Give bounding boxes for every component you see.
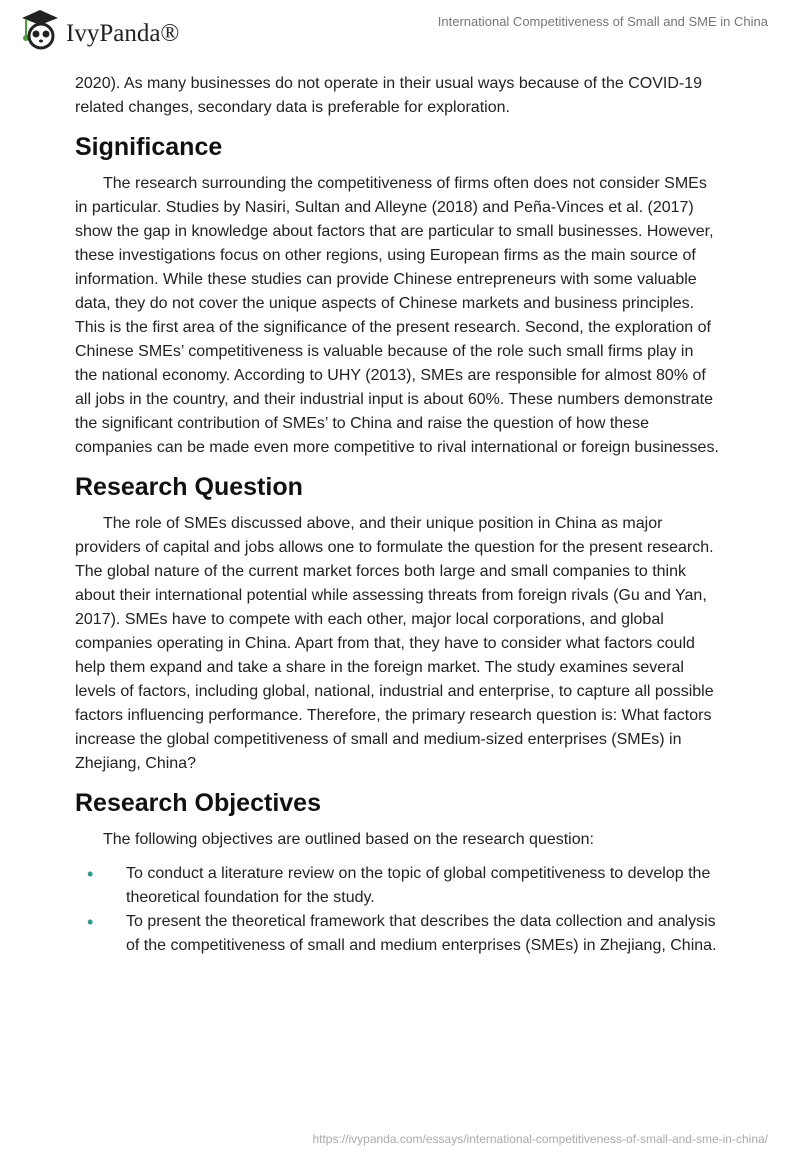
list-item-text: To present the theoretical framework that describes the data collection and analysis of the competitiveness of small and medium enterprises (SMEs) in Zhejiang, China. — [126, 913, 717, 954]
list-item-text: To conduct a literature review on the topic of global competitiveness to develop the theoretical foundation for the study. — [126, 865, 711, 906]
heading-significance: Significance — [75, 133, 223, 161]
bullet-icon: • — [87, 912, 94, 932]
source-url[interactable]: https://ivypanda.com/essays/international-competitiveness-of-small-and-sme-in-china/ — [312, 1132, 768, 1146]
significance-paragraph: The research surrounding the competitiveness of firms often does not consider SMEs in particular. Studies by Nasiri, Sultan and Alleyne (2018) and Peña-Vinces et al. (2017) show the gap in knowledge about factors that are particular to small businesses. However, these investigations focus on other regions, using European firms as the main source of information. While these studies can provide Chinese entrepreneurs with some valuable data, they do not cover the unique aspects of Chinese markets and business principles. This is the first area of the significance of the present research. Second, the exploration of Chinese SMEs’ competitiveness is valuable because of the role such small firms play in the national economy. According to UHY (2013), SMEs are responsible for almost 80% of all jobs in the country, and their industrial input is about 60%. These numbers demonstrate the significant contribution of SMEs’ to China and raise the question of how these companies can be made even more competitive to rival international or foreign businesses. — [75, 175, 719, 456]
document-title: International Competitiveness of Small and SME in China — [437, 14, 768, 29]
essay-content — [75, 72, 720, 958]
objectives-list — [75, 862, 720, 958]
ivypanda-logo[interactable] — [20, 8, 179, 50]
intro-paragraph: 2020). As many businesses do not operate in their usual ways because of the COVID-19 related changes, secondary data is preferable for exploration. — [75, 75, 703, 116]
research-question-paragraph: The role of SMEs discussed above, and their unique position in China as major providers of capital and jobs allows one to formulate the question for the present research. The global nature of the current market forces both large and small companies to think about their international potential while assessing threats from foreign rivals (Gu and Yan, 2017). SMEs have to compete with each other, major local corporations, and global companies operating in China. Apart from that, they have to consider what factors could help them expand and take a share in the foreign market. The study examines several levels of factors, including global, national, industrial and enterprise, to capture all possible factors influencing performance. Therefore, the primary research question is: What factors increase the global competitiveness of small and medium-sized enterprises (SMEs) in Zhejiang, China? — [75, 515, 714, 772]
bullet-icon: • — [87, 864, 94, 884]
list-item — [75, 910, 720, 958]
list-item — [75, 862, 720, 910]
objectives-intro: The following objectives are outlined based on the research question: — [103, 831, 594, 848]
panda-logo-icon — [20, 8, 60, 50]
heading-research-objectives: Research Objectives — [75, 789, 321, 817]
heading-research-question: Research Question — [75, 473, 303, 501]
brand-name: IvyPanda® — [66, 20, 180, 47]
